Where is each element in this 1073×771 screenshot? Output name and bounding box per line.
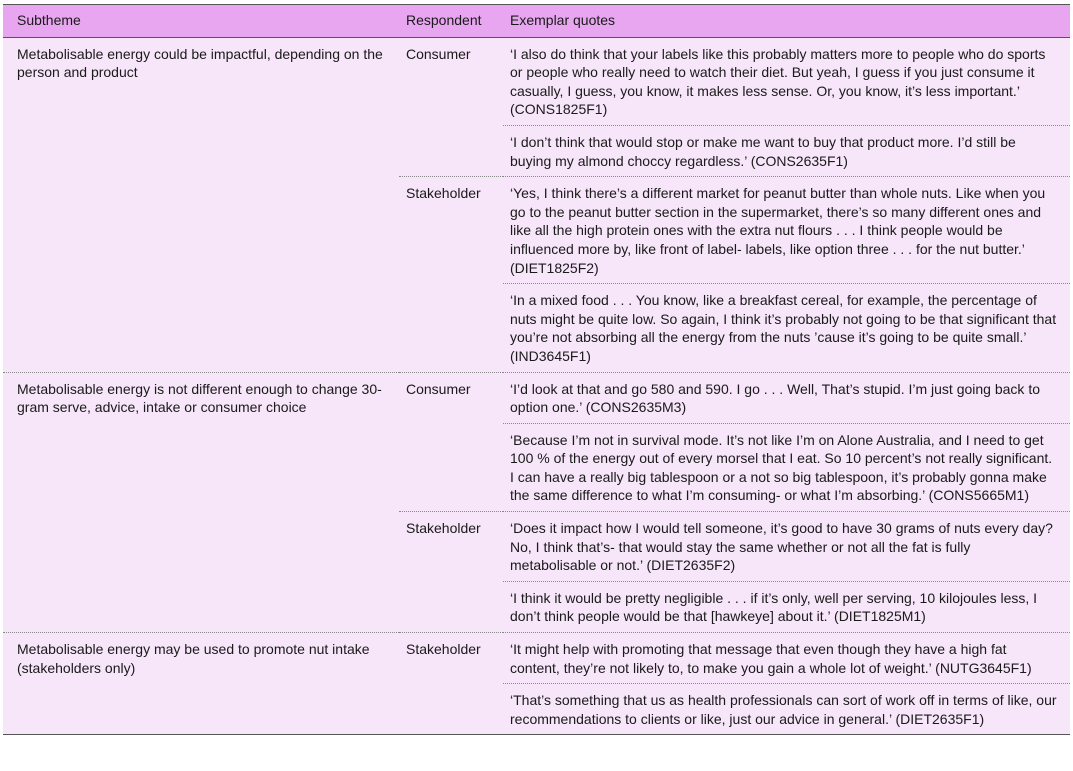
table-row: [3, 37, 1070, 125]
subtheme-cell: Metabolisable energy may be used to promote nut intake (stakeholders only): [3, 633, 399, 735]
quote-cell: ‘In a mixed food . . . You know, like a breakfast cereal, for example, the percentage of nuts might be quite low. So again, I think it’s probably not going to be that significant that you’re not absorbing all the energy from the nuts ’cause it’s going to be quite small.’ (IND3645F1): [503, 284, 1070, 372]
respondent-cell: Stakeholder: [399, 177, 503, 372]
quote-cell: ‘Does it impact how I would tell someone, it’s good to have 30 grams of nuts every day? No, I think that’s- that would stay the same whether or not all the fat is fully metabolisable or not.’ (DIET2635F2): [503, 512, 1070, 582]
table-row: [3, 372, 1070, 423]
quote-cell: ‘Because I’m not in survival mode. It’s not like I’m on Alone Australia, and I need to get 100 % of the energy out of every morsel that I eat. So 10 percent’s not really significant. I can have a really big tablespoon or a not so big tablespoon, it’s probably gonna make the same difference to what I’m consuming- or what I’m absorbing.’ (CONS5665M1): [503, 423, 1070, 511]
header-quotes: Exemplar quotes: [503, 5, 1070, 38]
subtheme-cell: Metabolisable energy is not different enough to change 30-gram serve, advice, intake or consumer choice: [3, 372, 399, 633]
header-subtheme: Subtheme: [3, 5, 399, 38]
respondent-cell: Stakeholder: [399, 512, 503, 633]
quote-cell: ‘I also do think that your labels like this probably matters more to people who do sports or people who really need to watch their diet. But yeah, I guess if you just consume it casually, I guess, you know, it makes less sense. Or, you know, it’s less important.’ (CONS1825F1): [503, 37, 1070, 125]
respondent-cell: Stakeholder: [399, 633, 503, 735]
header-respondent: Respondent: [399, 5, 503, 38]
quotes-table: [3, 4, 1070, 735]
subtheme-cell: Metabolisable energy could be impactful, depending on the person and product: [3, 37, 399, 372]
header-row: [3, 5, 1070, 38]
respondent-cell: Consumer: [399, 37, 503, 177]
table-body: [3, 37, 1070, 735]
quote-cell: ‘I’d look at that and go 580 and 590. I go . . . Well, That’s stupid. I’m just going back to option one.’ (CONS2635M3): [503, 372, 1070, 423]
quote-cell: ‘I think it would be pretty negligible . . . if it’s only, well per serving, 10 kilojoules less, I don’t think people would be that [hawkeye] about it.’ (DIET1825M1): [503, 581, 1070, 632]
table-header: [3, 5, 1070, 38]
quote-cell: ‘That’s something that us as health professionals can sort of work off in terms of like, our recommendations to clients or like, just our advice in general.’ (DIET2635F1): [503, 684, 1070, 735]
table-row: [3, 633, 1070, 684]
respondent-cell: Consumer: [399, 372, 503, 512]
quote-cell: ‘Yes, I think there’s a different market for peanut butter than whole nuts. Like when you go to the peanut butter section in the supermarket, there’s so many different ones and like all the high protein ones with the extra nut flours . . . I think people would be influenced more by, like front of label- labels, like option three . . . for the nut butter.’ (DIET1825F2): [503, 177, 1070, 284]
quote-cell: ‘It might help with promoting that message that even though they have a high fat content, they’re not likely to, to make you gain a whole lot of weight.’ (NUTG3645F1): [503, 633, 1070, 684]
quote-cell: ‘I don’t think that would stop or make me want to buy that product more. I’d still be buying my almond choccy regardless.’ (CONS2635F1): [503, 125, 1070, 176]
